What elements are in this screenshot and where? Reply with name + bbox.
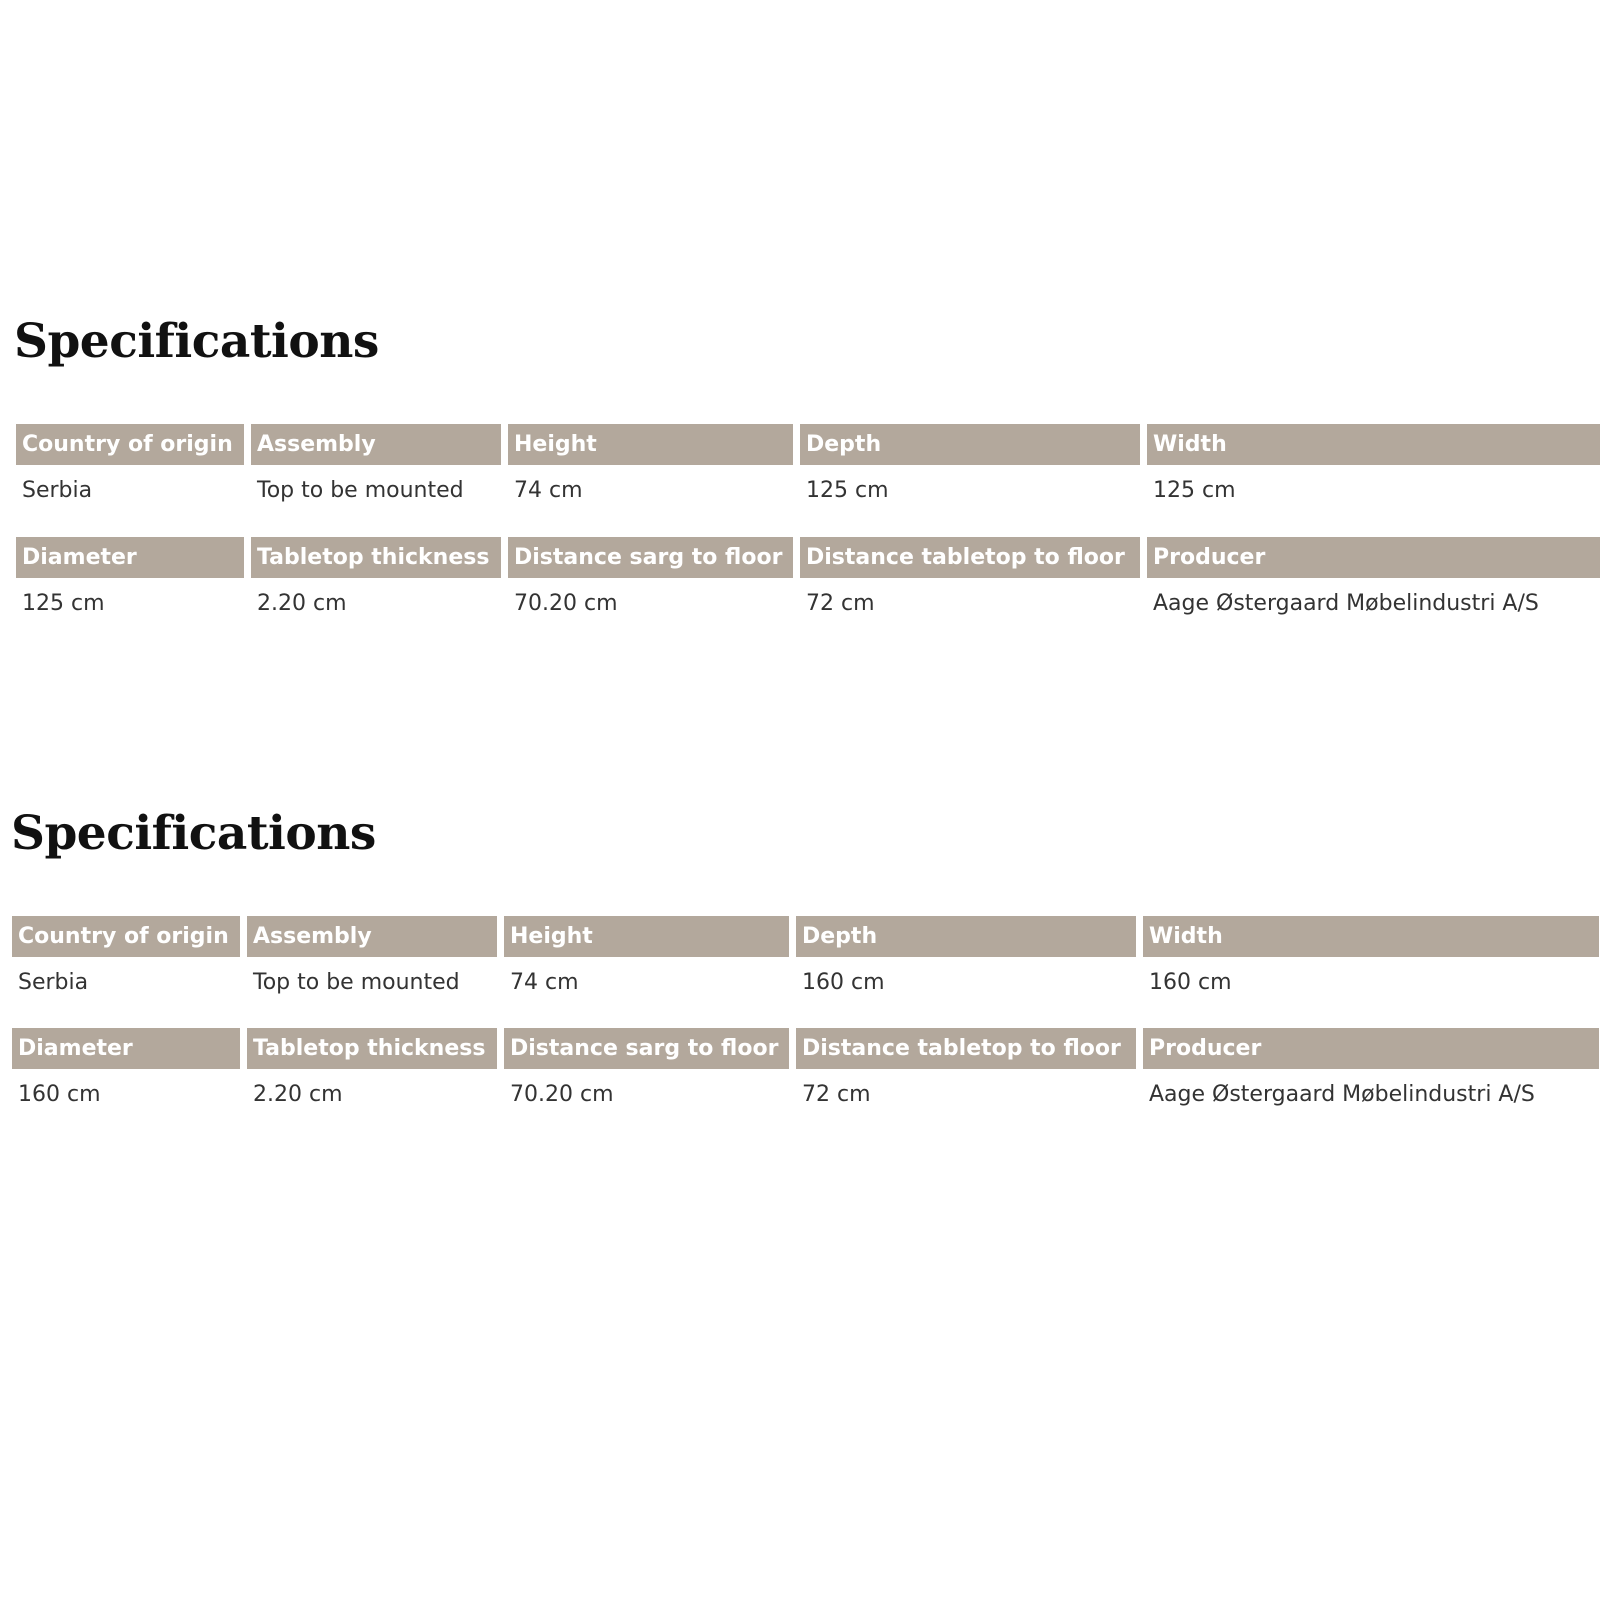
section-title: Specifications [14,314,379,369]
spec-cell-producer [1147,537,1600,617]
spec-cell-tabletop-thickness [251,537,501,617]
spec-label: Country of origin [16,424,244,465]
spec-cell-depth [796,916,1136,996]
spec-label: Width [1143,916,1599,957]
spec-cell-diameter [16,537,244,617]
spec-cell-distance-tabletop-to-floor [796,1028,1136,1108]
section-title: Specifications [11,806,376,861]
spec-value: 72 cm [802,1082,871,1107]
spec-label: Height [508,424,793,465]
spec-cell-assembly [251,424,501,504]
spec-cell-tabletop-thickness [247,1028,497,1108]
spec-value: 2.20 cm [257,591,347,616]
spec-label: Tabletop thickness [251,537,501,578]
spec-cell-width [1143,916,1599,996]
spec-cell-width [1147,424,1600,504]
spec-label: Country of origin [12,916,240,957]
spec-label: Diameter [16,537,244,578]
spec-value: Serbia [18,970,89,995]
spec-value: 125 cm [806,478,889,503]
spec-label: Width [1147,424,1600,465]
spec-label: Distance sarg to floor [508,537,793,578]
spec-label: Distance tabletop to floor [796,1028,1136,1069]
spec-value: Aage Østergaard Møbelindustri A/S [1149,1082,1535,1107]
spec-label: Assembly [247,916,497,957]
spec-value: 2.20 cm [253,1082,343,1107]
spec-value: 74 cm [510,970,579,995]
spec-label: Producer [1143,1028,1599,1069]
spec-cell-country-of-origin [16,424,244,504]
spec-label: Producer [1147,537,1600,578]
spec-label: Height [504,916,789,957]
spec-value: 160 cm [18,1082,101,1107]
spec-label: Tabletop thickness [247,1028,497,1069]
spec-cell-distance-sarg-to-floor [504,1028,789,1108]
spec-value: Serbia [22,478,93,503]
spec-cell-diameter [12,1028,240,1108]
spec-value: Aage Østergaard Møbelindustri A/S [1153,591,1539,616]
spec-label: Distance sarg to floor [504,1028,789,1069]
spec-value: 70.20 cm [510,1082,614,1107]
spec-cell-assembly [247,916,497,996]
spec-label: Assembly [251,424,501,465]
spec-value: 160 cm [802,970,885,995]
spec-label: Diameter [12,1028,240,1069]
spec-value: 160 cm [1149,970,1232,995]
spec-cell-country-of-origin [12,916,240,996]
spec-value: 72 cm [806,591,875,616]
spec-value: Top to be mounted [253,970,460,995]
spec-cell-height [504,916,789,996]
spec-row-1 [12,916,1599,996]
spec-row-1 [16,424,1600,504]
spec-value: Top to be mounted [257,478,464,503]
spec-label: Distance tabletop to floor [800,537,1140,578]
spec-cell-height [508,424,793,504]
spec-cell-producer [1143,1028,1599,1108]
spec-row-2 [12,1028,1599,1108]
spec-cell-distance-tabletop-to-floor [800,537,1140,617]
spec-label: Depth [796,916,1136,957]
spec-value: 70.20 cm [514,591,618,616]
spec-value: 125 cm [22,591,105,616]
spec-row-2 [16,537,1600,617]
spec-cell-distance-sarg-to-floor [508,537,793,617]
spec-value: 74 cm [514,478,583,503]
spec-value: 125 cm [1153,478,1236,503]
spec-cell-depth [800,424,1140,504]
spec-label: Depth [800,424,1140,465]
